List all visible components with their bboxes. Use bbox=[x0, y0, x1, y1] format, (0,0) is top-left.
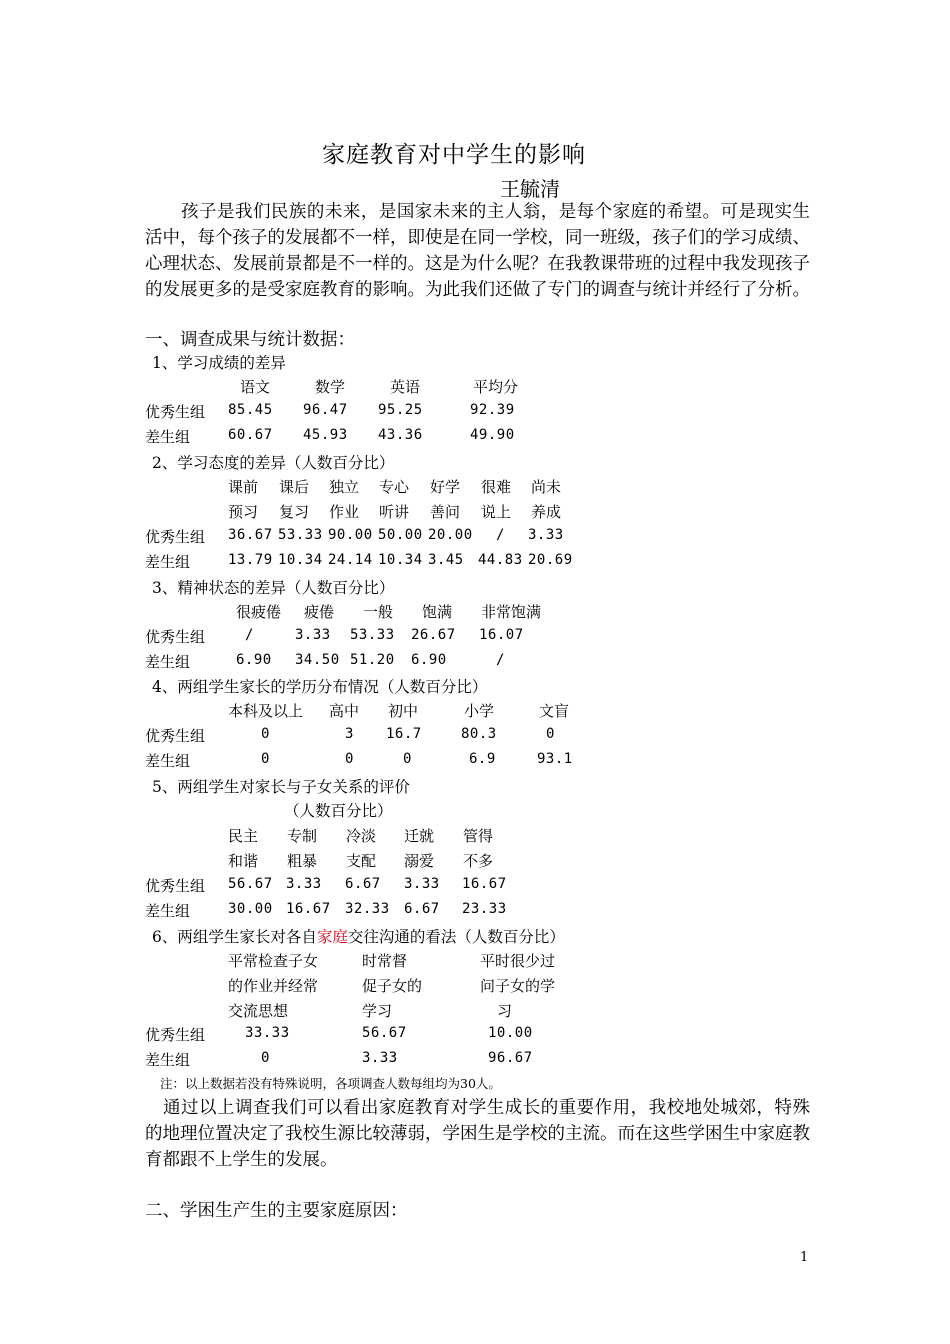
t1-cell: 92.39 bbox=[470, 402, 515, 418]
t2-col-header: 尚未 bbox=[531, 478, 562, 496]
t5-cell: 32.33 bbox=[345, 901, 390, 917]
t3-col-header: 一般 bbox=[363, 603, 394, 621]
t6-col-header: 习 bbox=[497, 1002, 513, 1020]
t6-col-header: 时常督 bbox=[362, 952, 408, 970]
t5-col-header: 冷淡 bbox=[346, 827, 377, 845]
t1-col-header: 英语 bbox=[390, 378, 421, 396]
t5-cell: 16.67 bbox=[462, 876, 507, 892]
t4-col-header: 初中 bbox=[388, 702, 419, 720]
t4-col-header: 高中 bbox=[329, 702, 360, 720]
t5-cell: 6.67 bbox=[345, 876, 381, 892]
author-name: 王毓清 bbox=[500, 177, 560, 201]
t3-heading: 3、精神状态的差异（人数百分比） bbox=[152, 579, 395, 597]
t2-cell: 20.00 bbox=[428, 527, 473, 543]
t4-heading: 4、两组学生家长的学历分布情况（人数百分比） bbox=[152, 678, 488, 696]
t1-row-label: 优秀生组 bbox=[145, 403, 206, 421]
t6-row-label: 差生组 bbox=[145, 1051, 191, 1069]
t2-cell: 50.00 bbox=[378, 527, 423, 543]
t3-cell: 51.20 bbox=[350, 652, 395, 668]
t6-col-header: 平常检查子女 bbox=[228, 952, 319, 970]
t6-col-header: 学习 bbox=[362, 1002, 393, 1020]
t5-cell: 3.33 bbox=[404, 876, 440, 892]
t5-col-header: 迁就 bbox=[404, 827, 435, 845]
t5-cell: 16.67 bbox=[286, 901, 331, 917]
page-number: 1 bbox=[800, 1250, 809, 1265]
t2-col-header: 预习 bbox=[228, 503, 259, 521]
t3-cell: 26.67 bbox=[411, 627, 456, 643]
t2-col-header: 养成 bbox=[531, 503, 562, 521]
t5-cell: 23.33 bbox=[462, 901, 507, 917]
t5-col-header: 不多 bbox=[463, 852, 494, 870]
t2-cell: 24.14 bbox=[328, 552, 373, 568]
t4-col-header: 本科及以上 bbox=[228, 702, 304, 720]
t5-col-header: 粗暴 bbox=[287, 852, 318, 870]
t2-cell: 10.34 bbox=[378, 552, 423, 568]
t2-cell: 90.00 bbox=[328, 527, 373, 543]
t2-cell: 20.69 bbox=[528, 552, 573, 568]
t2-col-header: 复习 bbox=[279, 503, 310, 521]
t6-heading-pre: 6、两组学生家长对各自 bbox=[152, 928, 317, 946]
t5-cell: 30.00 bbox=[228, 901, 273, 917]
intro-paragraph: 孩子是我们民族的未来，是国家未来的主人翁，是每个家庭的希望。可是现实生活中，每个孩子的发展都不一样，即使是在同一学校，同一班级，孩子们的学习成绩、心理状态、发展前景都是不一样的。这是为什么呢？在我教课带班的过程中我发现孩子的发展更多的是受家庭教育的影响。为此我们还做了专门的调查与统计并经行了分析。 bbox=[145, 202, 810, 300]
t6-cell: 0 bbox=[261, 1050, 270, 1066]
t2-cell: / bbox=[496, 527, 505, 543]
t1-cell: 45.93 bbox=[303, 427, 348, 443]
t2-col-header: 好学 bbox=[430, 478, 461, 496]
t1-col-header: 平均分 bbox=[473, 378, 519, 396]
t2-cell: 3.33 bbox=[528, 527, 564, 543]
t4-cell: 0 bbox=[261, 726, 270, 742]
t3-col-header: 疲倦 bbox=[304, 603, 335, 621]
t3-cell: / bbox=[245, 627, 254, 643]
t4-col-header: 文盲 bbox=[539, 702, 570, 720]
t5-cell: 6.67 bbox=[404, 901, 440, 917]
t5-col-header: 民主 bbox=[228, 827, 259, 845]
t6-heading-post: 交往沟通的看法（人数百分比） bbox=[347, 928, 565, 946]
t6-row-label: 优秀生组 bbox=[145, 1026, 206, 1044]
t2-col-header: 很难 bbox=[481, 478, 512, 496]
t5-heading-unit: （人数百分比） bbox=[284, 802, 393, 820]
t6-cell: 96.67 bbox=[488, 1050, 533, 1066]
t1-col-header: 语文 bbox=[240, 378, 271, 396]
t3-cell: 53.33 bbox=[350, 627, 395, 643]
t5-col-header: 和谐 bbox=[228, 852, 259, 870]
t2-col-header: 课前 bbox=[228, 478, 259, 496]
t6-cell: 10.00 bbox=[488, 1025, 533, 1041]
t2-col-header: 专心 bbox=[379, 478, 410, 496]
t2-row-label: 优秀生组 bbox=[145, 528, 206, 546]
t4-cell: 0 bbox=[403, 751, 412, 767]
t5-col-header: 管得 bbox=[463, 827, 494, 845]
t6-cell: 3.33 bbox=[362, 1050, 398, 1066]
t3-cell: 6.90 bbox=[411, 652, 447, 668]
t1-cell: 95.25 bbox=[378, 402, 423, 418]
t4-cell: 80.3 bbox=[461, 726, 497, 742]
t2-col-header: 独立 bbox=[329, 478, 360, 496]
t2-col-header: 作业 bbox=[329, 503, 360, 521]
t1-cell: 85.45 bbox=[228, 402, 273, 418]
t1-row-label: 差生组 bbox=[145, 428, 191, 446]
t3-cell: 6.90 bbox=[236, 652, 272, 668]
t3-col-header: 很疲倦 bbox=[236, 603, 282, 621]
t2-cell: 3.45 bbox=[428, 552, 464, 568]
t3-cell: 3.33 bbox=[295, 627, 331, 643]
conclusion-paragraph: 通过以上调查我们可以看出家庭教育对学生成长的重要作用，我校地处城郊，特殊的地理位置决定了我校生源比较薄弱，学困生是学校的主流。而在这些学困生中家庭教育都跟不上学生的发展。 bbox=[145, 1098, 810, 1170]
t2-col-header: 善问 bbox=[430, 503, 461, 521]
t4-cell: 6.9 bbox=[469, 751, 496, 767]
t3-cell: 34.50 bbox=[295, 652, 340, 668]
t4-cell: 0 bbox=[546, 726, 555, 742]
t2-cell: 13.79 bbox=[228, 552, 273, 568]
t4-row-label: 优秀生组 bbox=[145, 727, 206, 745]
document-title: 家庭教育对中学生的影响 bbox=[322, 142, 586, 168]
t3-col-header: 非常饱满 bbox=[481, 603, 542, 621]
t1-col-header: 数学 bbox=[315, 378, 346, 396]
t5-cell: 3.33 bbox=[286, 876, 322, 892]
t3-cell: 16.07 bbox=[479, 627, 524, 643]
t4-cell: 0 bbox=[261, 751, 270, 767]
t1-cell: 60.67 bbox=[228, 427, 273, 443]
t6-heading-highlight: 家庭 bbox=[316, 928, 348, 946]
t4-cell: 0 bbox=[345, 751, 354, 767]
t1-cell: 96.47 bbox=[303, 402, 348, 418]
t6-col-header: 促子女的 bbox=[362, 977, 423, 995]
t3-row-label: 差生组 bbox=[145, 653, 191, 671]
t2-col-header: 听讲 bbox=[379, 503, 410, 521]
t1-heading: 1、学习成绩的差异 bbox=[152, 354, 286, 372]
t2-col-header: 课后 bbox=[279, 478, 310, 496]
t4-cell: 93.1 bbox=[537, 751, 573, 767]
t5-col-header: 溺爱 bbox=[404, 852, 435, 870]
t3-row-label: 优秀生组 bbox=[145, 628, 206, 646]
t6-col-header: 的作业并经常 bbox=[228, 977, 319, 995]
t1-cell: 43.36 bbox=[378, 427, 423, 443]
section2-heading: 二、学困生产生的主要家庭原因： bbox=[145, 1201, 408, 1221]
t5-cell: 56.67 bbox=[228, 876, 273, 892]
t6-cell: 56.67 bbox=[362, 1025, 407, 1041]
t6-heading bbox=[152, 925, 565, 947]
t6-cell: 33.33 bbox=[245, 1025, 290, 1041]
footnote: 注：以上数据若没有特殊说明，各项调查人数每组均为30人。 bbox=[160, 1076, 501, 1091]
t6-col-header: 平时很少过 bbox=[480, 952, 556, 970]
t2-cell: 53.33 bbox=[278, 527, 323, 543]
t5-col-header: 专制 bbox=[287, 827, 318, 845]
t6-col-header: 交流思想 bbox=[228, 1002, 289, 1020]
t2-heading: 2、学习态度的差异（人数百分比） bbox=[152, 454, 395, 472]
t3-cell: / bbox=[496, 652, 505, 668]
t2-row-label: 差生组 bbox=[145, 553, 191, 571]
t4-cell: 16.7 bbox=[386, 726, 422, 742]
t4-cell: 3 bbox=[345, 726, 354, 742]
t3-col-header: 饱满 bbox=[422, 603, 453, 621]
t1-cell: 49.90 bbox=[470, 427, 515, 443]
section1-heading: 一、调查成果与统计数据： bbox=[145, 330, 355, 350]
t2-cell: 44.83 bbox=[478, 552, 523, 568]
t5-col-header: 支配 bbox=[346, 852, 377, 870]
t5-row-label: 优秀生组 bbox=[145, 877, 206, 895]
t2-col-header: 说上 bbox=[481, 503, 512, 521]
t5-row-label: 差生组 bbox=[145, 902, 191, 920]
t4-row-label: 差生组 bbox=[145, 752, 191, 770]
t2-cell: 36.67 bbox=[228, 527, 273, 543]
t5-heading: 5、两组学生对家长与子女关系的评价 bbox=[152, 778, 410, 796]
t6-col-header: 问子女的学 bbox=[480, 977, 556, 995]
t4-col-header: 小学 bbox=[464, 702, 495, 720]
t2-cell: 10.34 bbox=[278, 552, 323, 568]
